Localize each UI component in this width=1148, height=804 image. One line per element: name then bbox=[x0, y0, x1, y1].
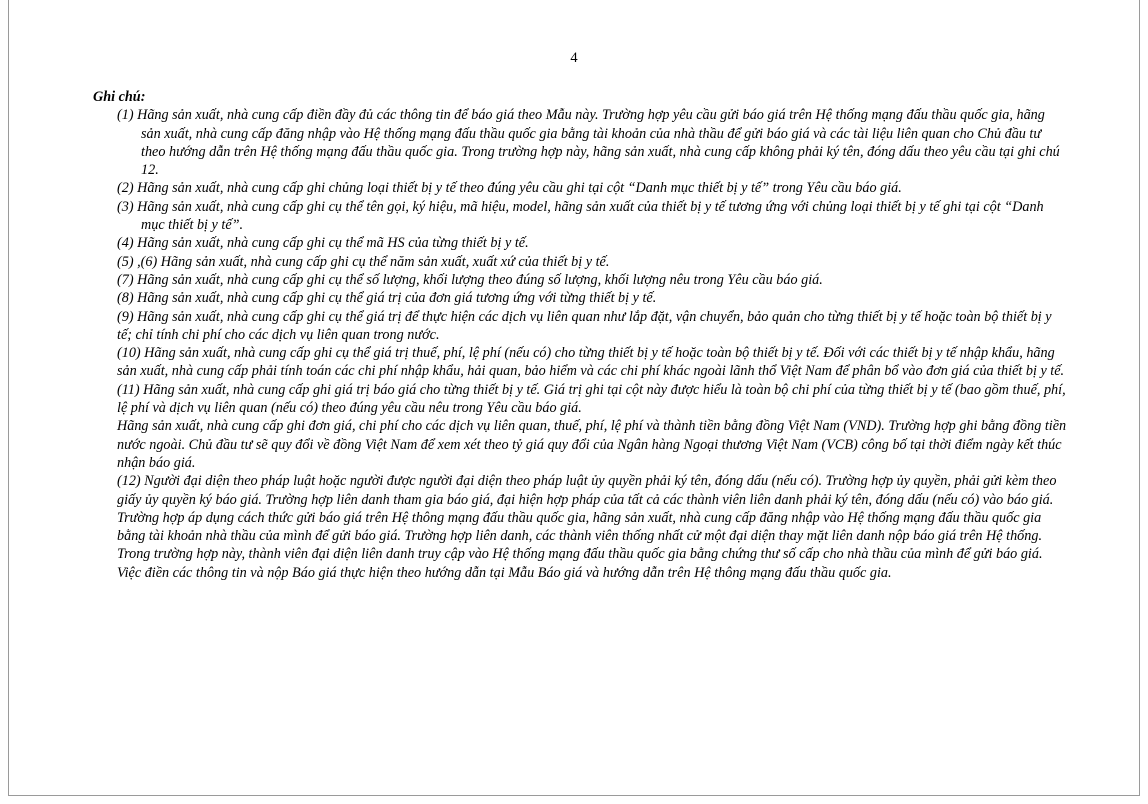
notes-section bbox=[93, 88, 1068, 582]
note-2: (2) Hãng sản xuất, nhà cung cấp ghi chủng loại thiết bị y tế theo đúng yêu cầu ghi tại cột “Danh mục thiết bị y tế” trong Yêu cầu báo giá. bbox=[117, 180, 902, 197]
note-12-online: Trường hợp áp dụng cách thức gửi báo giá trên Hệ thông mạng đấu thầu quốc gia, hãng sản xuất, nhà cung cấp đăng nhập vào Hệ thống mạng đấu thầu quốc gia bằng tài khoản nhà thầu của mình để gửi báo giá. Trường hợp liên danh, các thành viên thống nhất cử một đại diện thay mặt liên danh nộp báo giá trên Hệ thống. Trong trường hợp này, thành viên đại diện liên danh truy cập vào Hệ thống mạng đấu thầu quốc gia bằng chứng thư số cấp cho nhà thầu của mình để gửi báo giá. Việc điền các thông tin và nộp Báo giá thực hiện theo hướng dẫn tại Mẫu Báo giá và hướng dẫn trên Hệ thông mạng đấu thầu quốc gia. bbox=[117, 509, 1043, 581]
note-7: (7) Hãng sản xuất, nhà cung cấp ghi cụ thể số lượng, khối lượng theo đúng số lượng, khối lượng nêu trong Yêu cầu báo giá. bbox=[117, 271, 823, 288]
note-3: (3) Hãng sản xuất, nhà cung cấp ghi cụ thể tên gọi, ký hiệu, mã hiệu, model, hãng sản xuất của thiết bị y tế tương ứng với chủng loại thiết bị y tế ghi tại cột “Danh mục thiết bị y tế”. bbox=[117, 198, 1044, 234]
note-4: (4) Hãng sản xuất, nhà cung cấp ghi cụ thể mã HS của từng thiết bị y tế. bbox=[117, 235, 529, 252]
note-12: (12) Người đại diện theo pháp luật hoặc người được người đại diện theo pháp luật ủy quyền phải ký tên, đóng dấu (nếu có). Trường hợp ủy quyền, phải gửi kèm theo giấy ủy quyền ký báo giá. Trường hợp liên danh tham gia báo giá, đại hiện hợp pháp của tất cả các thành viên liên danh phải ký tên, đóng dấu (nếu có) vào báo giá. bbox=[117, 473, 1057, 508]
note-9: (9) Hãng sản xuất, nhà cung cấp ghi cụ thể giá trị để thực hiện các dịch vụ liên quan như lắp đặt, vận chuyển, bảo quản cho từng thiết bị y tế hoặc toàn bộ thiết bị y tế; chỉ tính chi phí cho các dịch vụ liên quan trong nước. bbox=[117, 308, 1052, 343]
note-11: (11) Hãng sản xuất, nhà cung cấp ghi giá trị báo giá cho từng thiết bị y tế. Giá trị ghi tại cột này được hiểu là toàn bộ chi phí của từng thiết bị y tế (bao gồm thuế, phí, lệ phí và dịch vụ liên quan (nếu có) theo đúng yêu cầu nêu trong Yêu cầu báo giá. bbox=[117, 381, 1066, 417]
note-1: (1) Hãng sản xuất, nhà cung cấp điền đầy đủ các thông tin để báo giá theo Mẫu này. Trường hợp yêu cầu gửi báo giá trên Hệ thống mạng đấu thầu quốc gia, hãng sản xuất, nhà cung cấp đăng nhập vào Hệ thống mạng đấu thầu quốc gia bằng tài khoản của nhà thầu để gửi báo giá và các tài liệu liên quan cho Chủ đầu tư theo hướng dẫn trên Hệ thống mạng đấu thầu quốc gia. Trong trường hợp này, hãng sản xuất, nhà cung cấp không phải ký tên, đóng dấu theo yêu cầu tại ghi chú 12. bbox=[117, 107, 1060, 179]
note-11-currency: Hãng sản xuất, nhà cung cấp ghi đơn giá, chi phí cho các dịch vụ liên quan, thuế, phí, lệ phí và thành tiền bằng đồng Việt Nam (VND). Trường hợp ghi bằng đồng tiền nước ngoài. Chủ đầu tư sẽ quy đổi về đồng Việt Nam để xem xét theo tỷ giá quy đổi của Ngân hàng Ngoại thương Việt Nam (VCB) công bố tại thời điểm ngày kết thúc nhận báo giá. bbox=[117, 418, 1067, 471]
note-8: (8) Hãng sản xuất, nhà cung cấp ghi cụ thể giá trị của đơn giá tương ứng với từng thiết bị y tế. bbox=[117, 290, 657, 307]
document-page bbox=[8, 0, 1140, 796]
note-10: (10) Hãng sản xuất, nhà cung cấp ghi cụ thể giá trị thuế, phí, lệ phí (nếu có) cho từng thiết bị y tế hoặc toàn bộ thiết bị y tế. Đối với các thiết bị y tế nhập khẩu, hãng sản xuất, nhà cung cấp phải tính toán các chi phí nhập khẩu, hải quan, bảo hiểm và các chi phí khác ngoài lãnh thổ Việt Nam để phân bổ vào đơn giá của thiết bị y tế. bbox=[117, 345, 1065, 380]
page-number: 4 bbox=[570, 50, 578, 66]
notes-title: Ghi chú: bbox=[93, 89, 146, 105]
note-5-6: (5) ,(6) Hãng sản xuất, nhà cung cấp ghi cụ thể năm sản xuất, xuất xứ của thiết bị y tế. bbox=[117, 253, 610, 270]
